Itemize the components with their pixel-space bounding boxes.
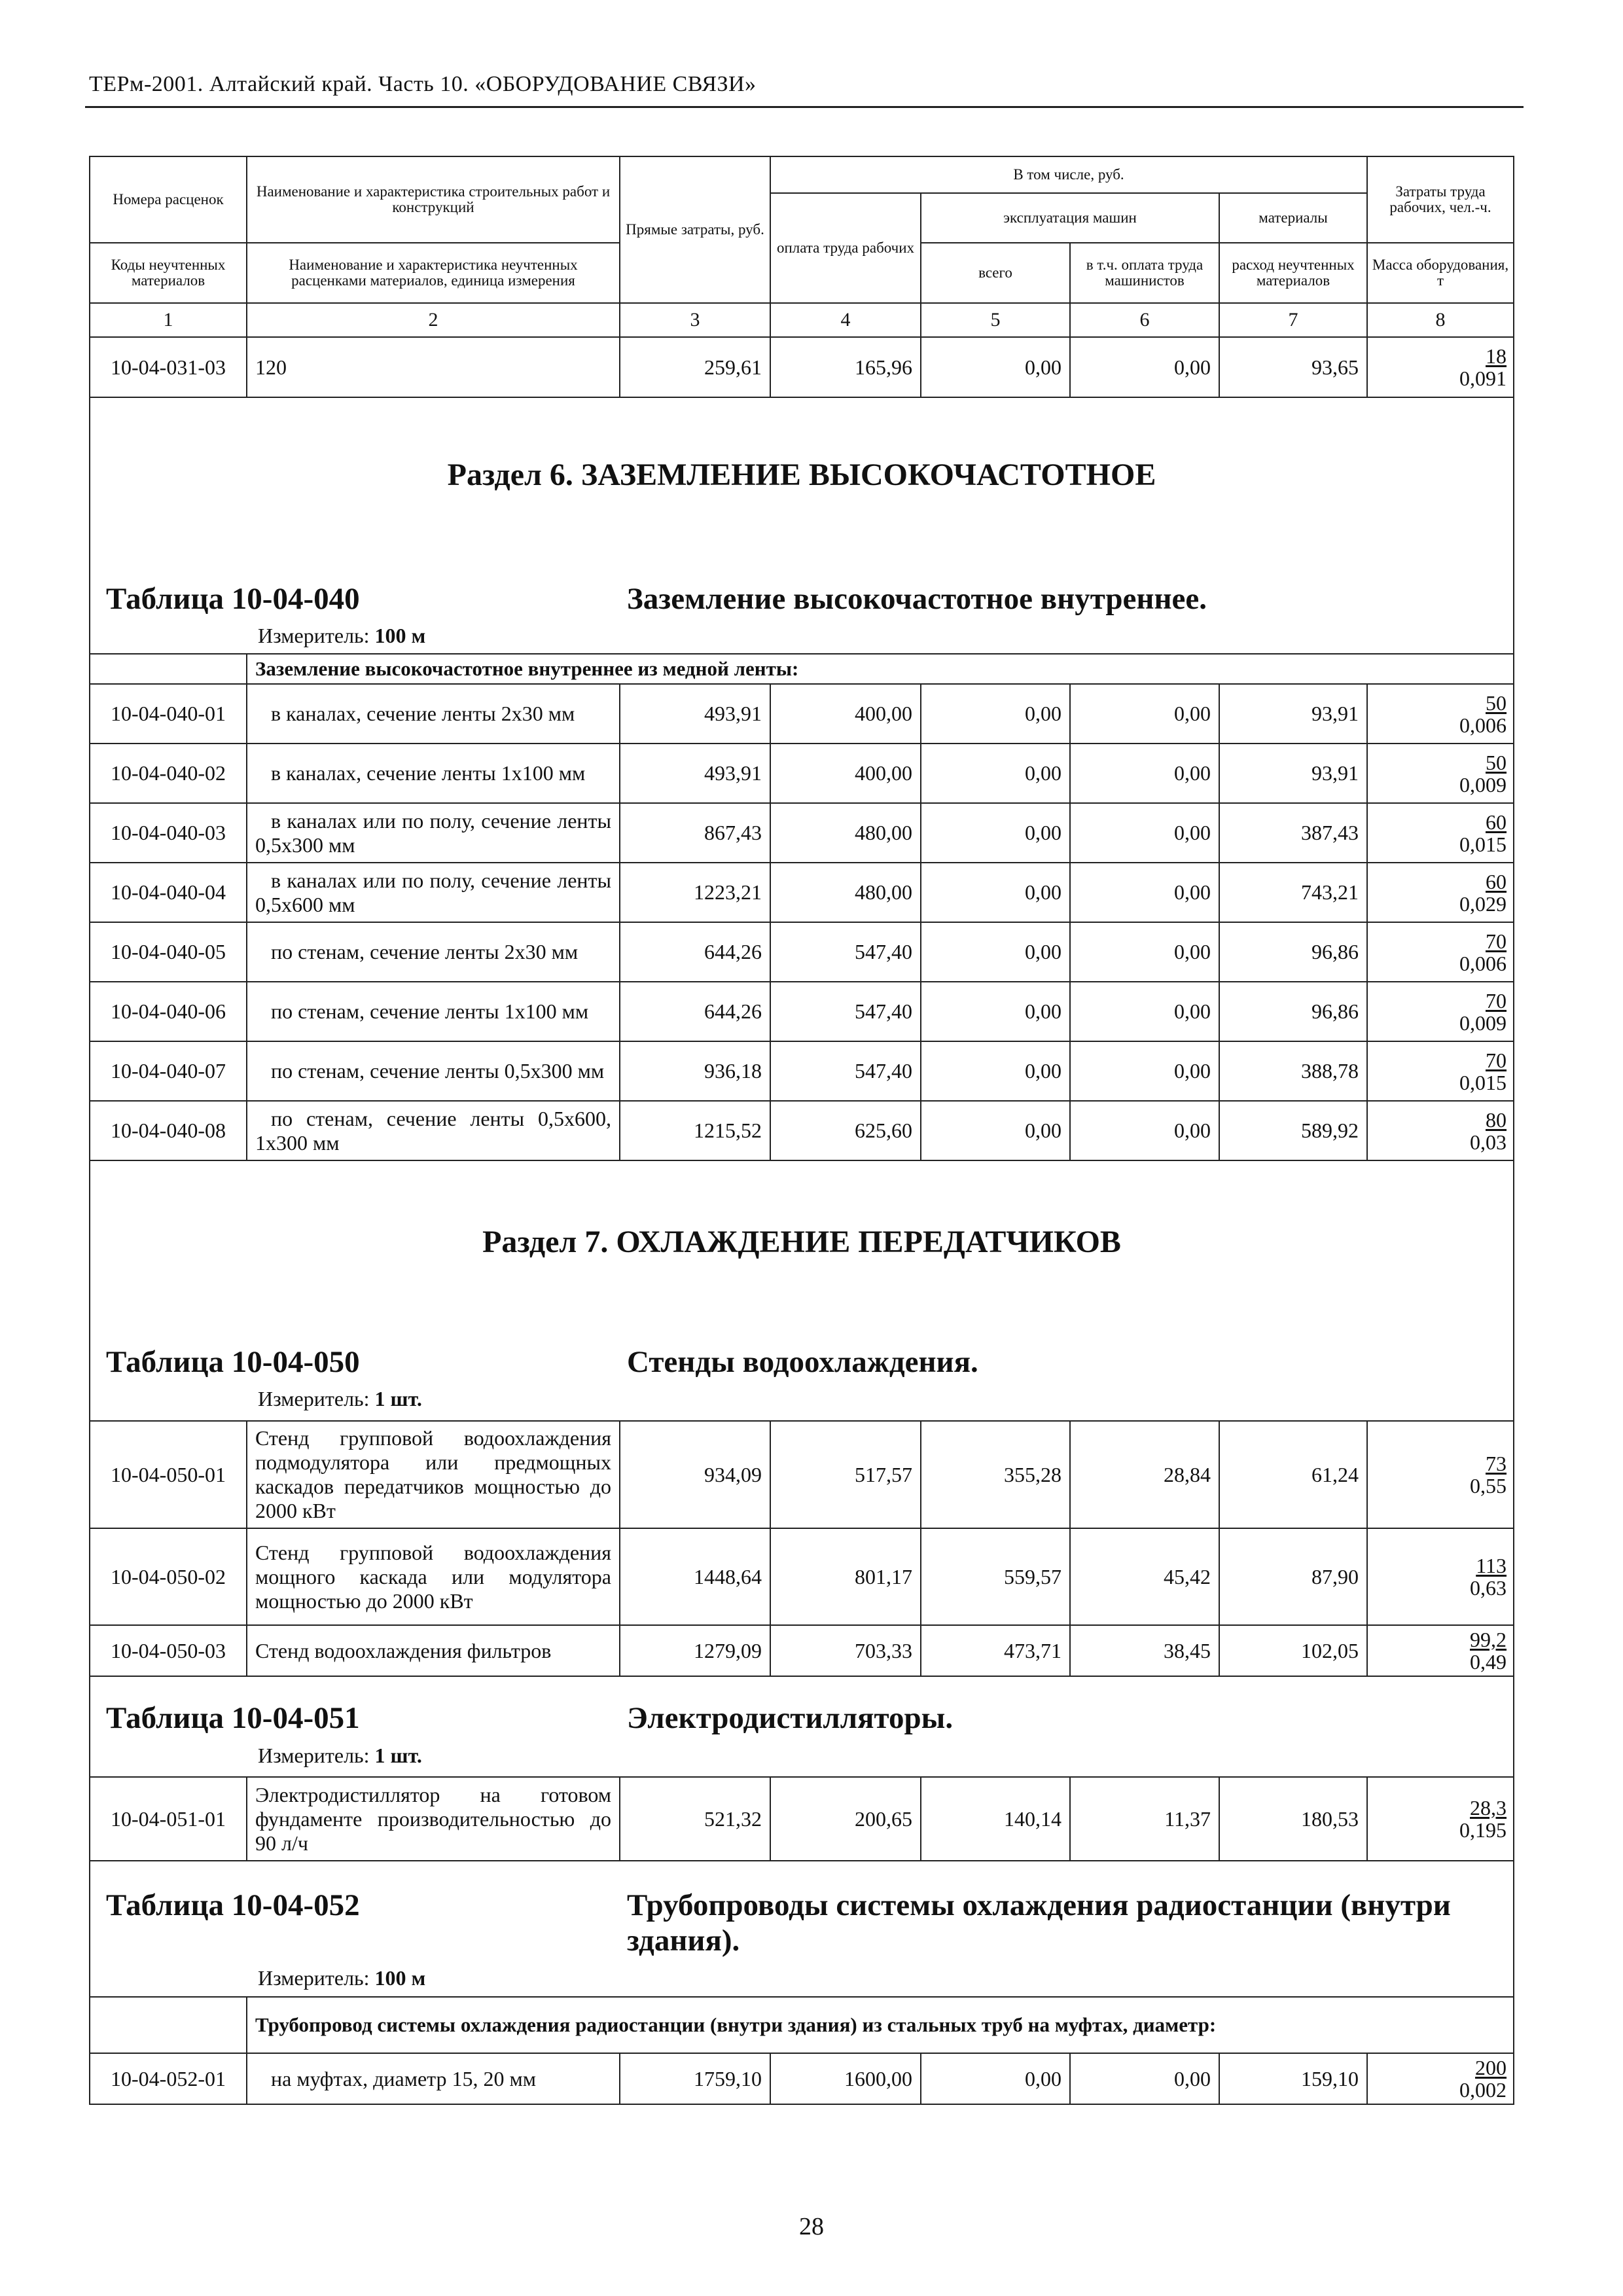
col-number: 5 [921,303,1070,337]
labor-pay: 200,65 [770,1777,921,1861]
labor-hours: 70 [1486,929,1507,953]
table-row [90,684,1514,744]
rate-code: 10-04-031-03 [90,337,247,397]
operators-pay: 0,00 [1070,1101,1219,1160]
group-heading: Трубопровод системы охлаждения радиостанции (внутри здания) из стальных труб на муфтах, диаметр: [247,1997,1514,2053]
measure-value: 1 шт. [374,1744,422,1767]
rate-description: по стенам, сечение ленты 2х30 мм [247,922,620,982]
materials-cost: 743,21 [1219,863,1367,922]
materials-cost: 93,91 [1219,744,1367,803]
operators-pay: 0,00 [1070,982,1219,1041]
table-row [90,1777,1514,1861]
measure-label: Измеритель: [258,1387,370,1410]
rate-description: в каналах, сечение ленты 1х100 мм [247,744,620,803]
direct-costs: 644,26 [620,922,770,982]
rate-description: в каналах, сечение ленты 2х30 мм [247,684,620,744]
machines-total: 0,00 [921,982,1070,1041]
measure-unit [258,1744,422,1768]
table-name: Стенды водоохлаждения. [627,1345,978,1379]
table-051-block [90,1676,1514,1777]
rate-code: 10-04-051-01 [90,1777,247,1861]
machines-total: 0,00 [921,803,1070,863]
labor-pay: 547,40 [770,922,921,982]
machines-total: 0,00 [921,684,1070,744]
labor-pay: 1600,00 [770,2053,921,2104]
operators-pay: 0,00 [1070,803,1219,863]
measure-unit [258,1966,425,1990]
table-050-rows [90,1421,1514,1676]
col-number: 6 [1070,303,1219,337]
rate-code: 10-04-040-08 [90,1101,247,1160]
rate-description: по стенам, сечение ленты 0,5х600, 1х300 мм [247,1101,620,1160]
table-row [90,1421,1514,1528]
rate-description: по стенам, сечение ленты 1х100 мм [247,982,620,1041]
labor-pay: 400,00 [770,684,921,744]
measure-value: 1 шт. [374,1387,422,1410]
equipment-mass: 0,015 [1459,832,1507,856]
operators-pay: 0,00 [1070,863,1219,922]
direct-costs: 644,26 [620,982,770,1041]
labor-hours: 50 [1486,750,1507,774]
direct-costs: 936,18 [620,1041,770,1101]
rate-code: 10-04-050-02 [90,1528,247,1625]
labor-pay: 547,40 [770,982,921,1041]
materials-cost: 388,78 [1219,1041,1367,1101]
rate-code: 10-04-052-01 [90,2053,247,2104]
measure-label: Измеритель: [258,1966,370,1990]
equipment-mass: 0,49 [1470,1650,1507,1674]
machines-total: 355,28 [921,1421,1070,1528]
labor-pay: 517,57 [770,1421,921,1528]
direct-costs: 934,09 [620,1421,770,1528]
machines-total: 473,71 [921,1625,1070,1676]
rate-code: 10-04-040-04 [90,863,247,922]
rate-description: по стенам, сечение ленты 0,5х300 мм [247,1041,620,1101]
header-rule [85,106,1524,108]
th-direct-costs: Прямые затраты, руб. [620,156,770,303]
materials-cost: 96,86 [1219,982,1367,1041]
labor-mass [1367,1625,1514,1676]
equipment-mass: 0,03 [1470,1130,1507,1154]
rate-code: 10-04-040-07 [90,1041,247,1101]
table-row [90,803,1514,863]
labor-pay: 703,33 [770,1625,921,1676]
labor-mass [1367,744,1514,803]
labor-hours: 99,2 [1470,1628,1507,1651]
labor-hours: 70 [1486,1048,1507,1072]
labor-pay: 480,00 [770,863,921,922]
table-052-block [90,1861,1514,1997]
section-title: Раздел 7. ОХЛАЖДЕНИЕ ПЕРЕДАТЧИКОВ [482,1225,1121,1259]
labor-mass [1367,1777,1514,1861]
equipment-mass: 0,002 [1459,2078,1507,2102]
th-machines: эксплуатация машин [921,193,1219,243]
labor-pay: 400,00 [770,744,921,803]
equipment-mass: 0,029 [1459,891,1507,916]
labor-pay: 547,40 [770,1041,921,1101]
col-number: 8 [1367,303,1514,337]
machines-total: 0,00 [921,863,1070,922]
labor-pay: 165,96 [770,337,921,397]
labor-hours: 73 [1486,1452,1507,1475]
equipment-mass: 0,009 [1459,1011,1507,1035]
operators-pay: 45,42 [1070,1528,1219,1625]
materials-cost: 96,86 [1219,922,1367,982]
materials-cost: 180,53 [1219,1777,1367,1861]
th-materials-usage: расход неучтенных материалов [1219,243,1367,303]
table-052-rows [90,2053,1514,2104]
operators-pay: 38,45 [1070,1625,1219,1676]
th-labor-costs: Затраты труда рабочих, чел.-ч. [1367,156,1514,243]
table-name: Заземление высокочастотное внутреннее. [627,582,1207,616]
measure-unit [258,1387,422,1411]
table-row [90,337,1514,397]
operators-pay: 28,84 [1070,1421,1219,1528]
operators-pay: 0,00 [1070,337,1219,397]
rate-code: 10-04-050-03 [90,1625,247,1676]
direct-costs: 1279,09 [620,1625,770,1676]
labor-mass [1367,982,1514,1041]
rate-code: 10-04-040-02 [90,744,247,803]
table-051-rows [90,1777,1514,1861]
section-6-block [90,397,1514,654]
section-6-rows [90,684,1514,1160]
rate-code: 10-04-040-01 [90,684,247,744]
rate-description: 120 [247,337,620,397]
table-row [90,1101,1514,1160]
materials-cost: 87,90 [1219,1528,1367,1625]
th-material-names: Наименование и характеристика неучтенных расценками материалов, единица измерения [247,243,620,303]
machines-total: 0,00 [921,922,1070,982]
equipment-mass: 0,55 [1470,1474,1507,1498]
running-header: ТЕРм-2001. Алтайский край. Часть 10. «ОБОРУДОВАНИЕ СВЯЗИ» [89,72,757,96]
labor-mass [1367,2053,1514,2104]
materials-cost: 93,65 [1219,337,1367,397]
rate-code: 10-04-050-01 [90,1421,247,1528]
materials-cost: 93,91 [1219,684,1367,744]
equipment-mass: 0,009 [1459,772,1507,797]
rate-code: 10-04-040-03 [90,803,247,863]
direct-costs: 1215,52 [620,1101,770,1160]
th-materials: материалы [1219,193,1367,243]
table-row [90,1625,1514,1676]
machines-total: 0,00 [921,1041,1070,1101]
operators-pay: 0,00 [1070,1041,1219,1101]
operators-pay: 0,00 [1070,922,1219,982]
labor-hours: 70 [1486,988,1507,1013]
machines-total: 0,00 [921,337,1070,397]
measure-value: 100 м [374,1966,426,1990]
labor-pay: 480,00 [770,803,921,863]
equipment-mass: 0,015 [1459,1070,1507,1094]
table-row [90,2053,1514,2104]
col-number: 1 [90,303,247,337]
section-title: Раздел 6. ЗАЗЕМЛЕНИЕ ВЫСОКОЧАСТОТНОЕ [447,457,1156,492]
rate-description: Электродистиллятор на готовом фундаменте производительностью до 90 л/ч [247,1777,620,1861]
col-number: 2 [247,303,620,337]
labor-mass [1367,1101,1514,1160]
direct-costs: 1223,21 [620,863,770,922]
labor-hours: 113 [1476,1554,1507,1577]
machines-total: 0,00 [921,2053,1070,2104]
table-label: Таблица 10-04-040 [106,582,360,616]
table-row [90,744,1514,803]
table-label: Таблица 10-04-050 [106,1345,360,1379]
labor-mass [1367,922,1514,982]
rates-table [89,156,1514,2105]
materials-cost: 589,92 [1219,1101,1367,1160]
labor-hours: 50 [1486,691,1507,715]
rate-description: Стенд водоохлаждения фильтров [247,1625,620,1676]
materials-cost: 102,05 [1219,1625,1367,1676]
table-label: Таблица 10-04-052 [106,1888,360,1922]
table-row [90,863,1514,922]
labor-hours: 18 [1486,344,1507,368]
empty-cell [90,654,247,684]
measure-label: Измеритель: [258,624,370,647]
group-heading: Заземление высокочастотное внутреннее из медной ленты: [247,654,1514,684]
materials-cost: 387,43 [1219,803,1367,863]
col-number: 3 [620,303,770,337]
rate-description: в каналах или по полу, сечение ленты 0,5х600 мм [247,863,620,922]
th-labor-pay: оплата труда рабочих [770,193,921,303]
measure-label: Измеритель: [258,1744,370,1767]
labor-pay: 625,60 [770,1101,921,1160]
direct-costs: 493,91 [620,744,770,803]
equipment-mass: 0,006 [1459,951,1507,975]
measure-value: 100 м [374,624,426,647]
equipment-mass: 0,091 [1459,367,1507,390]
rate-description: Стенд групповой водоохлаждения подмодулятора или предмощных каскадов передатчиков мощностью до 2000 кВт [247,1421,620,1528]
machines-total: 0,00 [921,744,1070,803]
labor-mass [1367,1421,1514,1528]
labor-mass [1367,803,1514,863]
table-name: Трубопроводы системы охлаждения радиостанции (внутри здания). [627,1888,1451,1958]
th-including: В том числе, руб. [770,156,1367,193]
col-number: 7 [1219,303,1367,337]
equipment-mass: 0,195 [1459,1818,1507,1842]
operators-pay: 0,00 [1070,744,1219,803]
table-row [90,1041,1514,1101]
labor-mass [1367,1528,1514,1625]
labor-hours: 200 [1475,2056,1507,2079]
table-row [90,982,1514,1041]
table-row [90,922,1514,982]
th-machines-total: всего [921,243,1070,303]
direct-costs: 521,32 [620,1777,770,1861]
labor-hours: 80 [1486,1107,1507,1132]
operators-pay: 0,00 [1070,684,1219,744]
col-number: 4 [770,303,921,337]
labor-mass [1367,684,1514,744]
materials-cost: 159,10 [1219,2053,1367,2104]
machines-total: 559,57 [921,1528,1070,1625]
column-numbers-row [90,303,1514,337]
materials-cost: 61,24 [1219,1421,1367,1528]
machines-total: 140,14 [921,1777,1070,1861]
machines-total: 0,00 [921,1101,1070,1160]
labor-hours: 60 [1486,869,1507,893]
labor-hours: 28,3 [1470,1796,1507,1820]
labor-pay: 801,17 [770,1528,921,1625]
direct-costs: 1448,64 [620,1528,770,1625]
rate-description: Стенд групповой водоохлаждения мощного каскада или модулятора мощностью до 2000 кВт [247,1528,620,1625]
direct-costs: 867,43 [620,803,770,863]
measure-unit [258,624,425,648]
rate-code: 10-04-040-05 [90,922,247,982]
rate-code: 10-04-040-06 [90,982,247,1041]
th-operators-pay: в т.ч. оплата труда машинистов [1070,243,1219,303]
labor-mass [1367,1041,1514,1101]
equipment-mass: 0,63 [1470,1576,1507,1600]
th-work-name: Наименование и характеристика строительных работ и конструкций [247,156,620,243]
labor-mass [1367,337,1514,397]
table-name: Электродистилляторы. [627,1701,954,1735]
empty-cell [90,1997,247,2053]
section-7-block [90,1160,1514,1421]
equipment-mass: 0,006 [1459,713,1507,737]
direct-costs: 1759,10 [620,2053,770,2104]
rate-description: в каналах или по полу, сечение ленты 0,5х300 мм [247,803,620,863]
table-label: Таблица 10-04-051 [106,1701,360,1735]
th-rate-number: Номера расценок [90,156,247,243]
labor-hours: 60 [1486,810,1507,834]
labor-mass [1367,863,1514,922]
direct-costs: 259,61 [620,337,770,397]
th-material-codes: Коды неучтенных материалов [90,243,247,303]
page-number: 28 [799,2213,824,2240]
operators-pay: 0,00 [1070,2053,1219,2104]
direct-costs: 493,91 [620,684,770,744]
th-mass: Масса оборудования, т [1367,243,1514,303]
table-row [90,1528,1514,1625]
rate-description: на муфтах, диаметр 15, 20 мм [247,2053,620,2104]
operators-pay: 11,37 [1070,1777,1219,1861]
